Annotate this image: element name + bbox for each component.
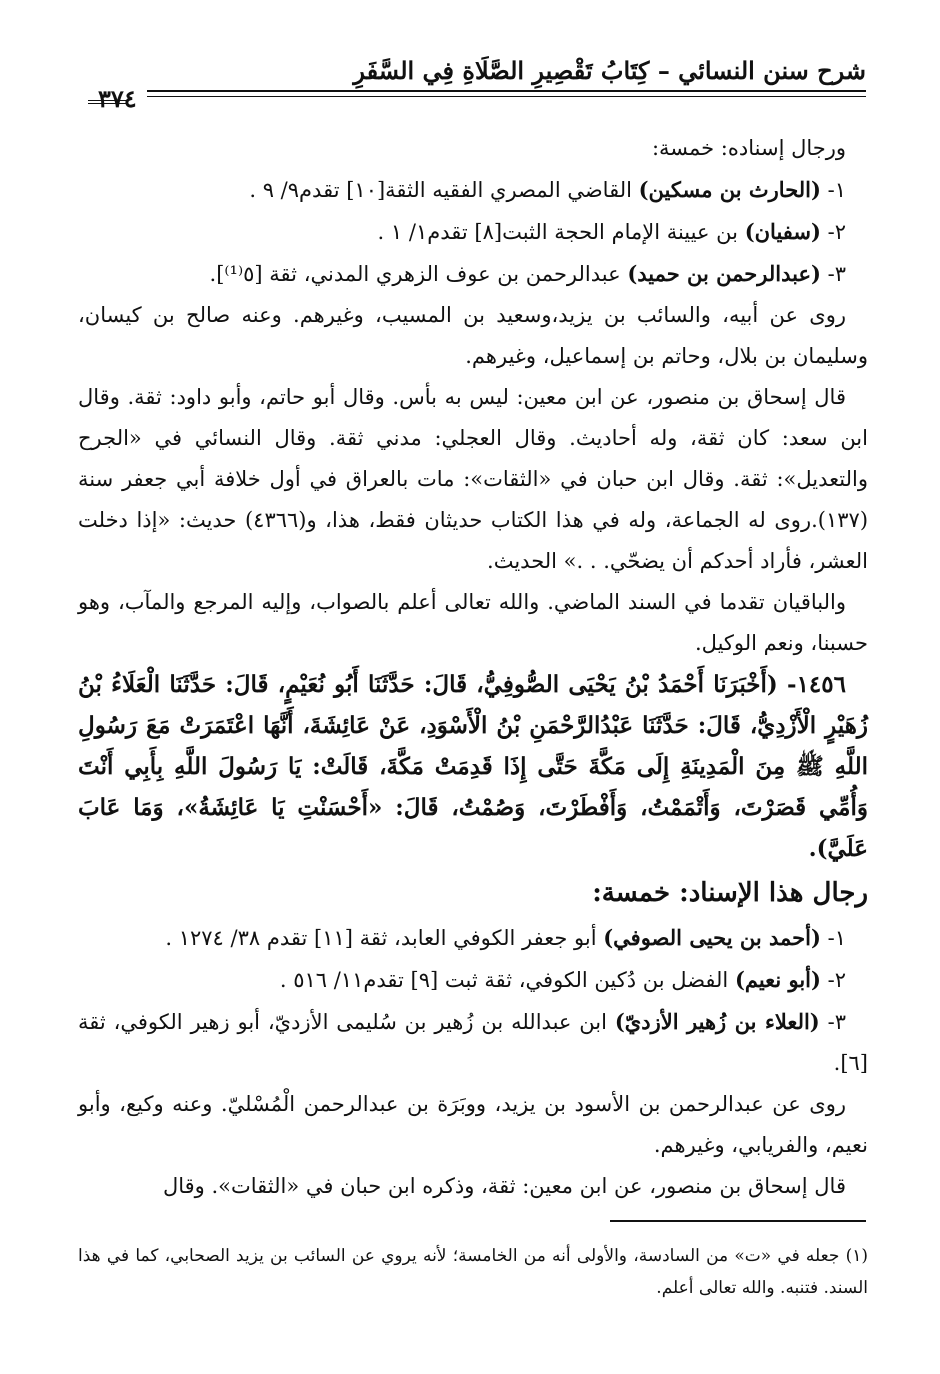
page-body <box>78 128 868 1207</box>
narrator-name: (عبدالرحمن بن حميد) <box>627 261 821 286</box>
narrator-name: (أبو نعيم) <box>734 967 821 992</box>
footnote-separator <box>610 1220 866 1222</box>
narrators-intro: ورجال إسناده: خمسة: <box>651 136 846 160</box>
narrator-entry-1 <box>78 169 868 211</box>
narrator-description: أبو جعفر الكوفي العابد، ثقة [١١] تقدم ٣٨/ ١٢٧٤ . <box>165 926 604 950</box>
narrator-entry-2 <box>78 959 868 1001</box>
narrations-paragraph: روى عن عبدالرحمن بن الأسود بن يزيد، ووبَرَة بن عبدالرحمن الْمُسْليّ. وعنه وكيع، وأبو نعيم، والفريابي، وغيرهم. <box>78 1092 868 1157</box>
narrator-name: (العلاء بن زُهير الأزديّ) <box>614 1009 820 1034</box>
narrator-description: الفضل بن دُكين الكوفي، ثقة ثبت [٩] تقدم١١/ ٥١٦ . <box>279 968 735 992</box>
narrator-description: ابن عبدالله بن زُهير بن سُليمى الأزديّ، أبو زهير الكوفي، ثقة [٦]. <box>78 1010 868 1075</box>
footnotes <box>78 1240 868 1304</box>
section-heading: رجال هذا الإسناد: خمسة: <box>592 878 868 908</box>
footnote-1: (١) جعله في «ت» من السادسة، والأولى أنه من الخامسة؛ لأنه يروي عن السائب بن يزيد الصحابي، كما في هذا السند. فتنبه. والله تعالى أعلم. <box>78 1246 868 1298</box>
closing-paragraph: والباقيان تقدما في السند الماضي. والله تعالى أعلم بالصواب، وإليه المرجع والمآب، وهو حسبنا، ونعم الوكيل. <box>78 590 868 655</box>
narrator-name: (سفيان) <box>744 219 821 244</box>
narrator-description: القاضي المصري الفقيه الثقة[١٠] تقدم٩/ ٩ . <box>249 178 639 202</box>
narrator-entry-3 <box>78 1001 868 1084</box>
running-title: شرح سنن النسائي – كِتَابُ تَقْصِيرِ الصَّلَاةِ فِي السَّفَرِ <box>353 56 866 85</box>
narrator-name: (أحمد بن يحيى الصوفي) <box>603 925 821 950</box>
entry-number: ٣- <box>820 262 846 286</box>
narrator-entry-2 <box>78 211 868 253</box>
narrator-entry-1 <box>78 917 868 959</box>
entry-number: ١- <box>820 926 846 950</box>
header-rule <box>88 90 866 92</box>
assessment-paragraph: قال إسحاق بن منصور، عن ابن معين: ليس به بأس. وقال أبو حاتم، وأبو داود: ثقة. وقال ابن سعد: كان ثقة، وله أحاديث. وقال العجلي: مدني ثقة. وقال النسائي في «الجرح والتعديل»: ثقة. وقال ابن حبان في «الثقات»: مات بالعراق في أول خلافة أبي جعفر سنة (١٣٧).روى له الجماعة، وله في هذا الكتاب حديثان فقط، هذا، و(٤٣٦٦) حديث: «إذا دخلت العشر، فأراد أحدكم أن يضحّي. . .» الحديث. <box>78 385 869 573</box>
page-number-underline <box>88 100 128 104</box>
header-rule-thin <box>88 96 866 97</box>
narrator-name: (الحارث بن مسكين) <box>638 177 821 202</box>
entry-number: ١- <box>820 178 846 202</box>
entry-number: ٢- <box>820 968 846 992</box>
hadith-text: ١٤٥٦- (أَخْبَرَنَا أَحْمَدُ بْنُ يَحْيَى الصُّوفِيُّ، قَالَ: حَدَّثَنَا أَبُو نُعَيْمٍ، قَالَ: حَدَّثَنَا الْعَلَاءُ بْنُ زُهَيْرٍ الْأَزْدِيُّ، قَالَ: حَدَّثَنَا عَبْدُالرَّحْمَنِ بْنُ الْأَسْوَدِ، عَنْ عَائِشَةَ، أَنَّهَا اعْتَمَرَتْ مَعَ رَسُولِ اللَّهِ ﷺ مِنَ الْمَدِينَةِ إِلَى مَكَّةَ حَتَّى إِذَا قَدِمَتْ مَكَّةَ، قَالَتْ: يَا رَسُولَ اللَّهِ بِأَبِي أَنْتَ وَأُمِّي قَصَرْتَ، وَأَتْمَمْتُ، وَأَفْطَرْتَ، وَصُمْتُ، قَالَ: «أَحْسَنْتِ يَا عَائِشَةُ»، وَمَا عَابَ عَلَيَّ). <box>78 671 868 862</box>
narrator-entry-3 <box>78 253 868 295</box>
page-header <box>88 52 866 116</box>
entry-number: ٢- <box>820 220 846 244</box>
page-number: ٣٧٤ <box>88 84 147 113</box>
narrator-description: عبدالرحمن بن عوف الزهري المدني، ثقة [٥⁽¹⁾]. <box>209 262 628 286</box>
entry-number: ٣- <box>819 1010 847 1034</box>
assessment-paragraph: قال إسحاق بن منصور، عن ابن معين: ثقة، وذكره ابن حبان في «الثقات». وقال <box>162 1174 846 1198</box>
narrator-description: بن عيينة الإمام الحجة الثبت[٨] تقدم١/ ١ . <box>377 220 745 244</box>
narrations-paragraph: روى عن أبيه، والسائب بن يزيد،وسعيد بن المسيب، وغيرهم. وعنه صالح بن كيسان، وسليمان بن بلال، وحاتم بن إسماعيل، وغيرهم. <box>78 303 868 368</box>
